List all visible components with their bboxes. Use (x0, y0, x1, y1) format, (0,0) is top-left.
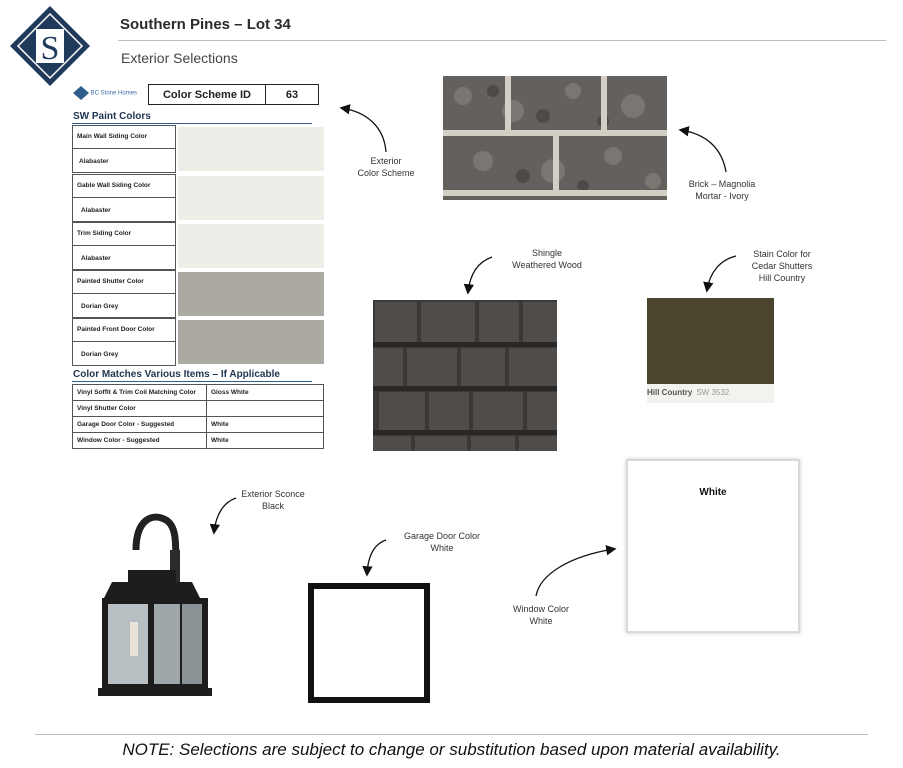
stain-chip-label (647, 388, 729, 397)
paint-color-value: Dorian Grey (81, 351, 119, 358)
header-divider (118, 40, 886, 41)
stain-chip-code: SW 3532 (696, 388, 730, 397)
match-value: White (207, 417, 324, 433)
footer-divider (35, 734, 868, 735)
company-logo (8, 4, 92, 88)
brick-sample-image (443, 76, 667, 200)
paint-swatch (178, 272, 324, 316)
color-matches-table (72, 384, 324, 449)
match-item: Vinyl Shutter Color (73, 401, 207, 417)
brand-text: BC Stone Homes (90, 90, 138, 97)
paint-color-cell (72, 222, 176, 270)
paint-color-name: Gable Wall Siding Color (77, 182, 151, 189)
table-row (73, 417, 324, 433)
paint-colors-rule (72, 123, 312, 124)
match-value (207, 401, 324, 417)
caption-sconce: Exterior Sconce Black (241, 489, 305, 511)
color-scheme-id: 63 (285, 88, 299, 101)
paint-color-value: Dorian Grey (81, 303, 119, 310)
footer-note: NOTE: Selections are subject to change or substitution based upon material availability. (122, 740, 781, 759)
table-row (73, 385, 324, 401)
match-value: White (207, 433, 324, 449)
caption-shingle: Shingle Weathered Wood (512, 248, 582, 270)
caption-window: Window Color White (512, 604, 570, 626)
paint-swatch (178, 176, 324, 220)
color-scheme-label: Color Scheme ID (149, 85, 266, 104)
match-value: Gloss White (207, 385, 324, 401)
arrow-window (536, 549, 614, 596)
arrow-stain (707, 256, 736, 290)
color-matches-rule (72, 381, 312, 382)
page-subtitle: Exterior Selections (121, 50, 238, 66)
table-row (73, 433, 324, 449)
window-color-swatch (626, 459, 800, 633)
paint-swatch (178, 127, 324, 171)
exterior-sconce-image (92, 510, 212, 700)
paint-color-cell (72, 125, 176, 173)
paint-color-value: Alabaster (81, 207, 111, 214)
brand-logo (73, 86, 143, 100)
caption-stain: Stain Color for Cedar Shutters Hill Country (751, 249, 813, 283)
arrow-garage-door (367, 540, 386, 574)
match-item: Window Color - Suggested (73, 433, 207, 449)
paint-color-cell (72, 318, 176, 366)
color-matches-heading: Color Matches Various Items – If Applicable (73, 369, 280, 380)
paint-color-name: Trim Siding Color (77, 230, 132, 237)
shingle-sample-image (373, 300, 557, 451)
match-item: Garage Door Color - Suggested (73, 417, 207, 433)
stain-swatch (647, 298, 774, 384)
logo-letter: S (40, 30, 60, 67)
page-title: Southern Pines – Lot 34 (120, 16, 291, 33)
paint-color-name: Painted Front Door Color (77, 326, 155, 333)
color-scheme-box (148, 84, 319, 105)
caption-brick: Brick – Magnolia Mortar - Ivory (688, 179, 756, 201)
table-row (73, 401, 324, 417)
stain-color-chip (647, 298, 774, 403)
brand-mark-icon (73, 86, 89, 100)
caption-exterior-scheme: Exterior Color Scheme (357, 156, 415, 178)
garage-door-swatch (308, 583, 430, 703)
window-swatch-label: White (699, 487, 727, 498)
paint-color-name: Painted Shutter Color (77, 278, 144, 285)
paint-swatch (178, 224, 324, 268)
paint-color-cell (72, 270, 176, 318)
paint-color-name: Main Wall Siding Color (77, 133, 148, 140)
paint-colors-heading: SW Paint Colors (73, 111, 151, 122)
paint-color-cell (72, 174, 176, 222)
arrow-brick (681, 130, 726, 172)
stain-chip-name: Hill Country (647, 388, 693, 397)
caption-garage-door: Garage Door Color White (403, 531, 481, 553)
paint-color-value: Alabaster (81, 255, 111, 262)
arrow-exterior-scheme (342, 108, 386, 152)
paint-swatch (178, 320, 324, 364)
paint-color-value: Alabaster (79, 158, 109, 165)
match-item: Vinyl Soffit & Trim Coil Matching Color (73, 385, 207, 401)
arrow-shingle (468, 257, 492, 292)
